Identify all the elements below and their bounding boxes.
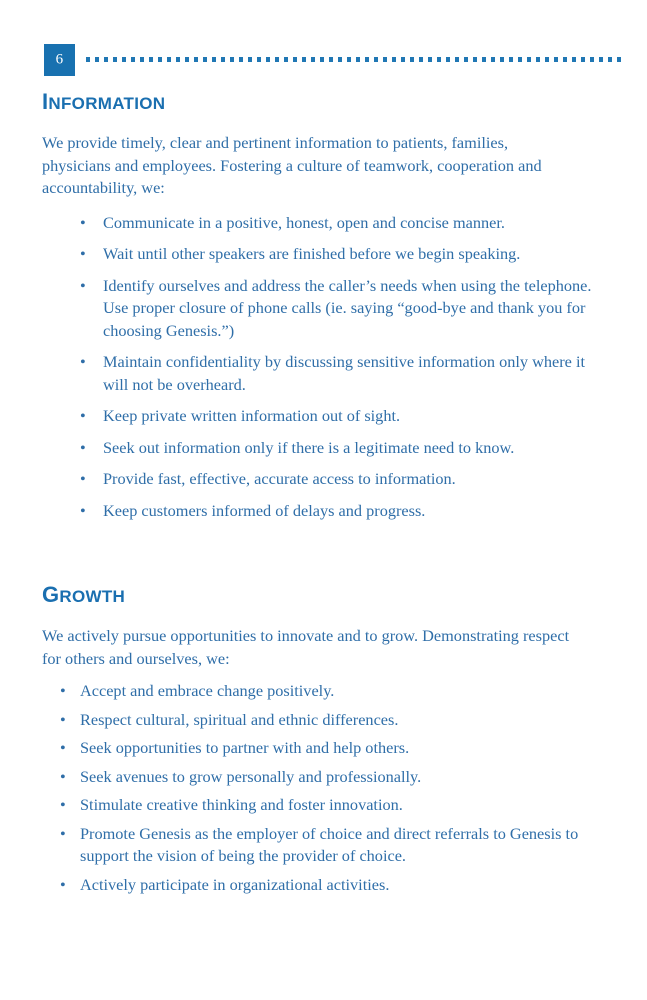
bullet-dot-icon: • [80, 469, 86, 488]
list-item-text: Seek avenues to grow personally and professionally. [80, 766, 422, 786]
list-item [42, 243, 607, 266]
list-item [42, 823, 607, 868]
list-item-text: Maintain confidentiality by discussing sensitive information only where it will not be overheard. [103, 352, 586, 394]
list-item [42, 437, 607, 460]
list-item-text: Wait until other speakers are finished before we begin speaking. [103, 244, 521, 263]
section-intro-growth: We actively pursue opportunities to innovate and to grow. Demonstrating respect for others and ourselves, we: [42, 626, 570, 668]
list-item-text: Respect cultural, spiritual and ethnic differences. [80, 709, 399, 729]
list-item [42, 874, 607, 897]
bullet-dot-icon: • [60, 681, 66, 700]
list-item-text: Keep customers informed of delays and progress. [103, 500, 426, 520]
page-number-badge [44, 44, 75, 76]
bullet-dot-icon: • [60, 738, 66, 757]
section-heading-initial: G [42, 582, 60, 607]
list-item [42, 212, 607, 235]
list-item [42, 737, 607, 760]
bullet-dot-icon: • [60, 709, 66, 729]
list-item-text: Keep private written information out of sight. [103, 406, 401, 425]
bullet-dot-icon: • [60, 823, 66, 843]
list-item [42, 794, 607, 817]
list-item [42, 351, 607, 396]
bullet-dot-icon: • [60, 766, 66, 786]
section-heading-initial: I [42, 89, 49, 114]
list-item [42, 766, 607, 789]
list-item-text: Seek out information only if there is a legitimate need to know. [103, 437, 515, 457]
list-item [42, 468, 607, 491]
section-heading-growth [42, 583, 607, 607]
list-item [42, 405, 607, 428]
page-number-label: 6 [55, 51, 64, 68]
bullet-dot-icon: • [80, 275, 86, 295]
bullet-dot-icon: • [80, 212, 86, 232]
list-item-text: Seek opportunities to partner with and help others. [80, 738, 410, 757]
dotted-rule-divider [86, 57, 626, 62]
section-intro-information: We provide timely, clear and pertinent information to patients, families, physicians and employees. Fostering a culture of teamwork, cooperation and accountability, we: [42, 133, 542, 197]
page-content [42, 90, 607, 902]
bullet-list-growth [42, 680, 607, 896]
bullet-dot-icon: • [80, 406, 86, 425]
bullet-dot-icon: • [80, 437, 86, 457]
list-item-text: Identify ourselves and address the caller’s needs when using the telephone. Use proper closure of phone calls (ie. saying “good-bye and thank you for choosing Genesis.”) [103, 275, 592, 340]
bullet-dot-icon: • [80, 244, 86, 263]
list-item-text: Provide fast, effective, accurate access to information. [103, 469, 456, 488]
list-item [42, 500, 607, 523]
list-item [42, 275, 607, 343]
bullet-dot-icon: • [60, 874, 66, 894]
page-header [44, 44, 626, 76]
bullet-dot-icon: • [80, 352, 86, 371]
list-item [42, 709, 607, 732]
list-item-text: Stimulate creative thinking and foster innovation. [80, 795, 403, 814]
section-heading-remainder: ROWTH [59, 587, 126, 606]
section-heading-remainder: NFORMATION [48, 94, 166, 113]
list-item-text: Accept and embrace change positively. [80, 681, 335, 700]
bullet-dot-icon: • [60, 795, 66, 814]
list-item-text: Promote Genesis as the employer of choice and direct referrals to Genesis to support the vision of being the provider of choice. [80, 823, 579, 865]
list-item [42, 680, 607, 703]
bullet-list-information [42, 212, 607, 523]
section-spacer [42, 531, 607, 583]
list-item-text: Communicate in a positive, honest, open and concise manner. [103, 212, 505, 232]
list-item-text: Actively participate in organizational activities. [80, 874, 390, 894]
bullet-dot-icon: • [80, 500, 86, 520]
section-heading-information [42, 90, 607, 114]
